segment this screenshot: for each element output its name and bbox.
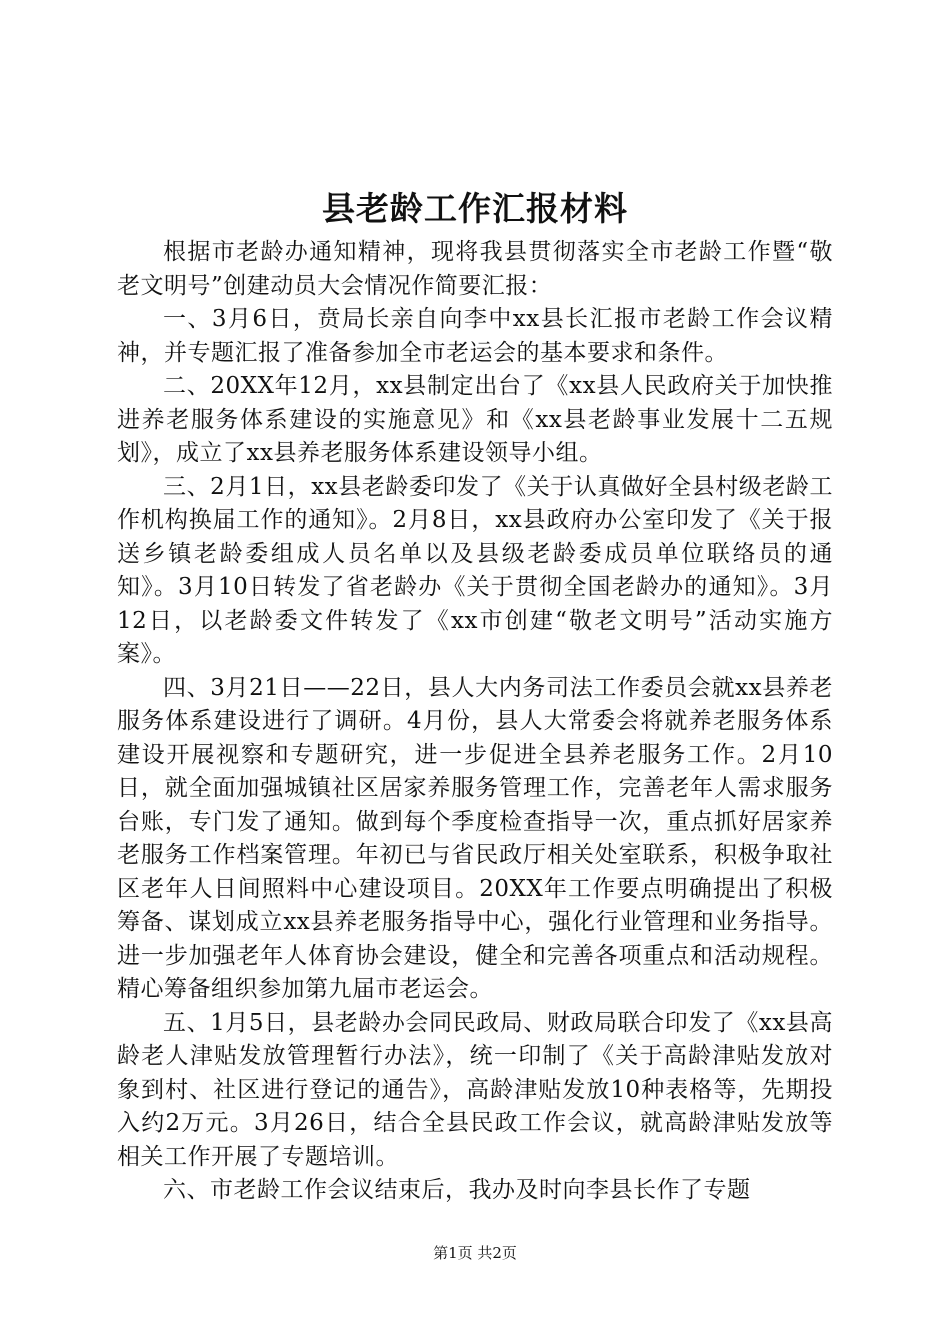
paragraph-5: 五、1月5日，县老龄办会同民政局、财政局联合印发了《xx县高龄老人津贴发放管理暂行办法》，统一印制了《关于高龄津贴发放对象到村、社区进行登记的通告》，高龄津贴发放10种表格等，先期投入约2万元。3月26日，结合全县民政工作会议，就高龄津贴发放等相关工作开展了专题培训。 xyxy=(117,1009,833,1170)
paragraph-1: 一、3月6日，贲局长亲自向李中xx县长汇报市老龄工作会议精神，并专题汇报了准备参加全市老运会的基本要求和条件。 xyxy=(117,306,833,366)
document-body xyxy=(117,236,833,1208)
paragraph-6: 六、市老龄工作会议结束后，我办及时向李县长作了专题 xyxy=(163,1177,751,1203)
paragraph-intro: 根据市老龄办通知精神，现将我县贯彻落实全市老龄工作暨“敬老文明号”创建动员大会情况作简要汇报： xyxy=(117,239,833,299)
page-number-footer: 第1页 共2页 xyxy=(433,1244,517,1262)
paragraph-3: 三、2月1日，xx县老龄委印发了《关于认真做好全县村级老龄工作机构换届工作的通知》。2月8日，xx县政府办公室印发了《关于报送乡镇老龄委组成人员名单以及县级老龄委成员单位联络员的通知》。3月10日转发了省老龄办《关于贯彻全国老龄办的通知》。3月12日，以老龄委文件转发了《xx市创建“敬老文明号”活动实施方案》。 xyxy=(117,473,833,667)
paragraph-2: 二、20XX年12月，xx县制定出台了《xx县人民政府关于加快推进养老服务体系建设的实施意见》和《xx县老龄事业发展十二五规划》，成立了xx县养老服务体系建设领导小组。 xyxy=(117,373,833,466)
paragraph-4: 四、3月21日——22日，县人大内务司法工作委员会就xx县养老服务体系建设进行了调研。4月份，县人大常委会将就养老服务体系建设开展视察和专题研究，进一步促进全县养老服务工作。2月10日，就全面加强城镇社区居家养服务管理工作，完善老年人需求服务台账，专门发了通知。做到每个季度检查指导一次，重点抓好居家养老服务工作档案管理。年初已与省民政厅相关处室联系，积极争取社区老年人日间照料中心建设项目。20XX年工作要点明确提出了积极筹备、谋划成立xx县养老服务指导中心，强化行业管理和业务指导。进一步加强老年人体育协会建设，健全和完善各项重点和活动规程。精心筹备组织参加第九届市老运会。 xyxy=(117,674,833,1002)
document-title: 县老龄工作汇报材料 xyxy=(322,189,628,228)
